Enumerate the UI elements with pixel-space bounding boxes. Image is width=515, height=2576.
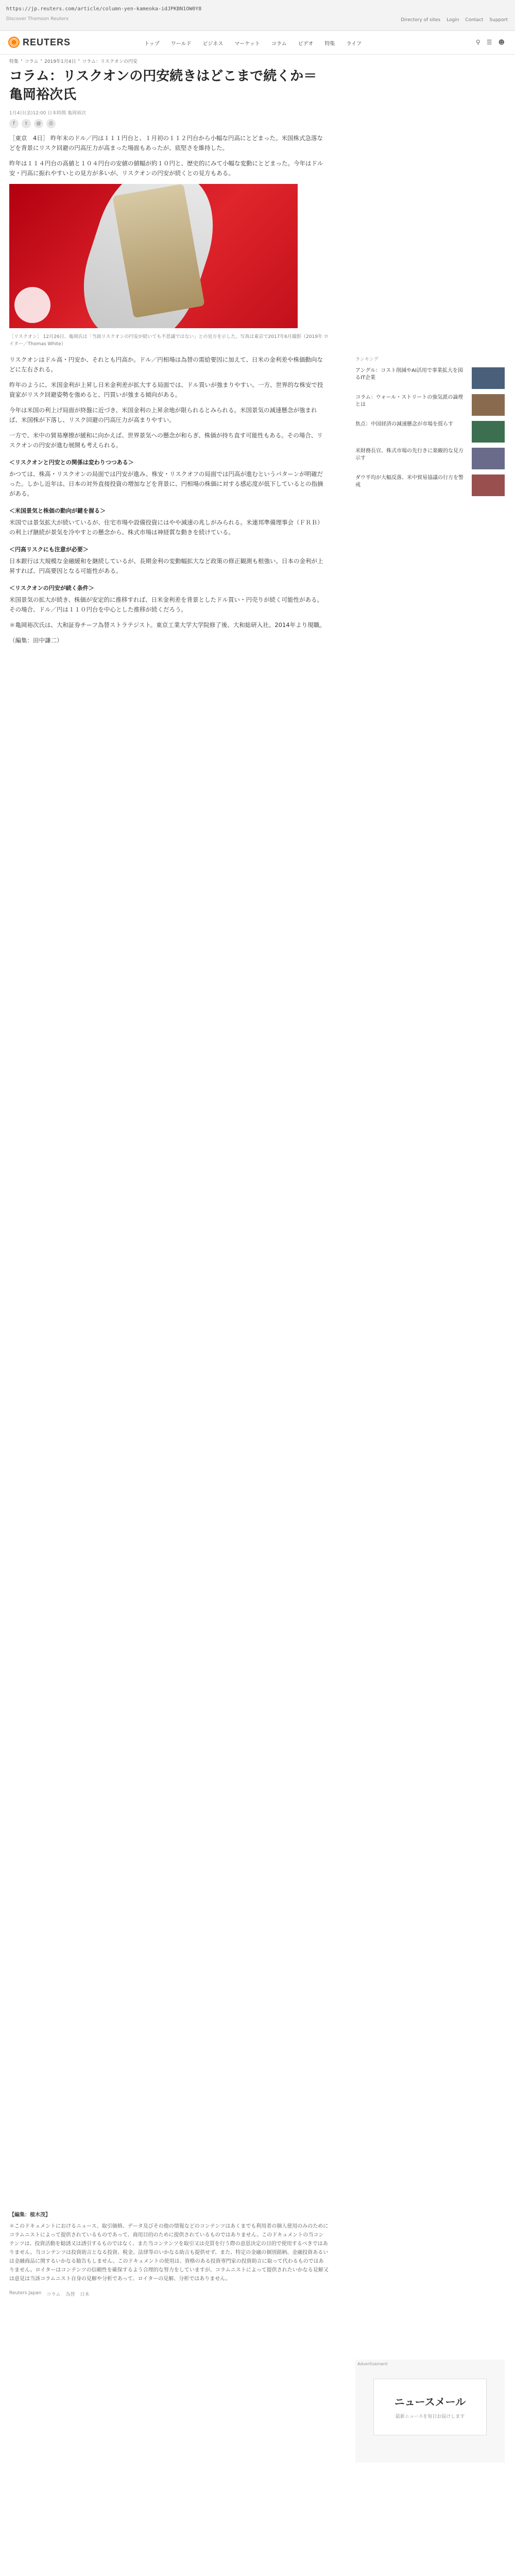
breadcrumb-item[interactable]: 特集 xyxy=(9,59,19,64)
paragraph: ［東京 4日］ 昨年末のドル／円は１１１円台と、１月初の１１２円台から小幅な円高にとどまった。米国株式急落などを背景にリスク回避の円高圧力が高まった場面もあったが、底堅さを維持した。 xyxy=(9,134,323,151)
section-heading: ＜リスクオンと円安との関係は変わりつつある＞ xyxy=(9,459,134,466)
search-icon[interactable]: ⚲ xyxy=(475,39,480,46)
paragraph: 今年は米国の利上げ局面が終盤に近づき、米国金利の上昇余地が限られるとみられる。米国景気の減速懸念が強まれば、米国株が下落し、リスク回避の円高圧力が高まりやすい。 xyxy=(9,406,317,423)
ranking-item-text: 米財務長官、株式市場の先行きに楽観的な見方示す xyxy=(355,448,464,461)
breadcrumb-item: コラム：リスクオンの円安 xyxy=(82,59,138,64)
article-title: コラム：リスクオンの円安続きはどこまで続くか＝亀岡裕次氏 xyxy=(9,69,317,103)
top-link-directory[interactable]: Directory of sites xyxy=(401,18,441,23)
tag-link[interactable]: Reuters Japan xyxy=(9,2291,42,2296)
paragraph: かつては、株高・リスクオンの局面では円安が進み、株安・リスクオフの局面では円高が進むというパターンが明確だった。しかし近年は、日本の対外直接投資の増加などを背景に、円相場の株価に対する感応度が低下しているとの指摘がある。 xyxy=(9,470,323,497)
logo-mark-icon xyxy=(8,37,20,48)
ranking-label: ランキング xyxy=(355,357,379,362)
article-image xyxy=(9,184,298,328)
ranking-thumb xyxy=(472,394,505,416)
header-icons xyxy=(476,39,505,46)
ranking-thumb xyxy=(472,474,505,496)
discover-link[interactable]: Discover Thomson Reuters xyxy=(6,16,68,22)
tag-link[interactable]: 為替 xyxy=(65,2292,75,2297)
ranking-item-text: アングル：コスト削減やAI活用で事業拡大を図るIT企業 xyxy=(355,368,463,381)
breadcrumb: 特集 › コラム › 2019年1月4日 › コラム：リスクオンの円安 xyxy=(9,58,138,64)
breadcrumb-item[interactable]: コラム xyxy=(24,59,39,64)
ranking-thumb xyxy=(472,367,505,389)
print-icon[interactable]: ⎙ xyxy=(46,119,56,128)
ranking-item[interactable] xyxy=(355,367,505,389)
paragraph: 米国では景気拡大が続いているが、住宅市場や設備投資にはやや減速の兆しがみられる。米連邦準備理事会（ＦＲＢ）の利上げ継続が景気を冷やすとの懸念から、株式市場は神経質な動きを続けている。 xyxy=(9,519,323,536)
section-heading: ＜リスクオンの円安が続く条件＞ xyxy=(9,585,94,591)
share-bar xyxy=(9,119,329,128)
browser-chrome xyxy=(0,0,515,31)
nav-item-video[interactable]: ビデオ xyxy=(298,41,314,47)
ranking-item[interactable] xyxy=(355,474,505,496)
facebook-icon[interactable]: f xyxy=(9,119,19,128)
ranking-thumb xyxy=(472,421,505,443)
nav-item-special[interactable]: 特集 xyxy=(324,41,335,47)
ad-label: Advertisement xyxy=(357,2362,388,2366)
editors-note-text: ＊このドキュメントにおけるニュース、取引価格、データ及びその他の情報などのコンテンツはあくまでも利用者の個人使用のみのためにコラムニストによって提供されているものであって、商用目的のために提供されているものではありません。このドキュメントの当コンテンツは、投資活動を勧誘又は誘引するものではなく、また当コンテンツを取引又は売買を行う際の意思決定の目的で使用するべきではありません。当コンテンツは投資助言となる投資、税金、法律等のいかなる助言も提供せず、また、特定の金融の個別銘柄、金融投資あるいは金融商品に関するいかなる勧告もしません。このドキュメントの使用は、資格のある投資専門家の投資助言に取って代わるものではありません。ロイターはコンテンツの信頼性を確保するよう合理的な努力をしていますが、コラムニストによって提供されたいかなる見解又は意見は当該コラムニスト自身の見解や分析であって、ロイターの見解、分析ではありません。 xyxy=(9,2224,329,2282)
breadcrumb-item: 2019年1月4日 xyxy=(44,59,76,64)
image-caption: ［リスクオン］ 12月26日、亀岡氏は「当面リスクオンの円安が続いても不思議ではない」との見方を示した。写真は東京で2017年6月撮影（2019年 ロイター／Thomas White） xyxy=(9,334,329,347)
email-icon[interactable]: @ xyxy=(34,119,43,128)
menu-icon[interactable]: ☰ xyxy=(486,39,492,46)
top-link-contact[interactable]: Contact xyxy=(465,18,484,23)
paragraph: 昨年は１１４円台の高値と１０４円台の安値の値幅が約１０円と、歴史的にみて小幅な変動にとどまった。今年はドル安・円高に振れやすいとの見方が多いが、リスクオンの円安が続くとの見方もある。 xyxy=(9,160,323,177)
ranking-item-text: ダウ平均が大幅反落、米中貿易協議の行方を警戒 xyxy=(355,475,464,488)
ranking-item[interactable] xyxy=(355,394,505,416)
address-bar[interactable]: https://jp.reuters.com/article/column-yen-kameoka-idJPKBN1OW0Y8 xyxy=(6,6,202,12)
nav-item-life[interactable]: ライフ xyxy=(346,41,362,47)
editors-note xyxy=(9,2210,329,2297)
ranking-item-text: コラム：ウォール・ストリートの強気派の論理とは xyxy=(355,395,464,408)
paragraph: 一方で、米中の貿易摩擦が緩和に向かえば、世界景気への懸念が和らぎ、株価が持ち直す可能性もある。その場合、リスクオンの円安が進む展開も考えられる。 xyxy=(9,432,323,449)
section-heading: ＜米国景気と株価の動向が鍵を握る＞ xyxy=(9,507,106,514)
tag-link[interactable]: 日本 xyxy=(80,2292,90,2297)
nav-item-markets[interactable]: マーケット xyxy=(234,41,260,47)
tag-row xyxy=(9,2291,329,2297)
editors-note-label: 【編集：植木茂】 xyxy=(9,2212,50,2218)
section-heading: ＜円高リスクにも注意が必要＞ xyxy=(9,546,89,553)
ad-subtitle: 最新ニュースを毎日お届けします xyxy=(395,2414,465,2419)
tag-link[interactable]: コラム xyxy=(46,2292,61,2297)
twitter-icon[interactable]: t xyxy=(22,119,31,128)
paragraph: リスクオンはドル高・円安か、それとも円高か。ドル／円相場は為替の需給要因に加えて、日米の金利差や株価動向などに左右される。 xyxy=(9,356,323,373)
article xyxy=(9,67,329,651)
nav-item-top[interactable]: トップ xyxy=(144,41,160,47)
nav-item-world[interactable]: ワールド xyxy=(170,41,192,47)
nav-item-column[interactable]: コラム xyxy=(271,41,287,47)
newsletter-ad[interactable] xyxy=(355,2360,505,2463)
paragraph: 米国景気の拡大が続き、株価が安定的に推移すれば、日米金利差を背景としたドル買い・円売りが続く可能性がある。その場合、ドル／円は１１０円台を中心とした推移が続くだろう。 xyxy=(9,596,323,613)
paragraph: 日本銀行は大規模な金融緩和を継続しているが、長期金利の変動幅拡大など政策の修正観測も根強い。日本の金利が上昇すれば、円高要因となる可能性がある。 xyxy=(9,557,323,574)
author-bio: ＊亀岡裕次氏は、大和証券チーフ為替ストラテジスト。東京工業大学大学院修了後、大和総研入社。2014年より現職。 xyxy=(9,621,325,629)
article-body xyxy=(9,133,329,646)
user-icon[interactable]: ☻ xyxy=(498,39,505,46)
logo-text: REUTERS xyxy=(23,37,71,47)
ranking-item-text: 焦点：中国経済の減速懸念が市場を揺らす xyxy=(355,421,453,427)
nav-item-business[interactable]: ビジネス xyxy=(202,41,224,47)
right-sidebar xyxy=(355,67,505,496)
top-link-login[interactable]: Login xyxy=(447,18,459,23)
ranking-item[interactable] xyxy=(355,421,505,443)
top-links xyxy=(401,18,508,23)
main-nav xyxy=(144,39,362,47)
ranking-item[interactable] xyxy=(355,448,505,469)
article-meta: 1月4日(金)12:00 日本時間 亀岡裕次 xyxy=(9,111,87,116)
ranking-thumb xyxy=(472,448,505,469)
editor-note: （編集：田中謙二） xyxy=(9,637,63,644)
ad-title: ニュースメール xyxy=(394,2396,466,2408)
top-link-support[interactable]: Support xyxy=(489,18,508,23)
site-header xyxy=(0,31,515,55)
paragraph: 昨年のように、米国金利が上昇し日米金利差が拡大する局面では、ドル買いが強まりやすい。一方、世界的な株安で投資家がリスク回避姿勢を強めると、円買いが強まる傾向がある。 xyxy=(9,381,323,398)
reuters-logo[interactable] xyxy=(8,37,71,48)
